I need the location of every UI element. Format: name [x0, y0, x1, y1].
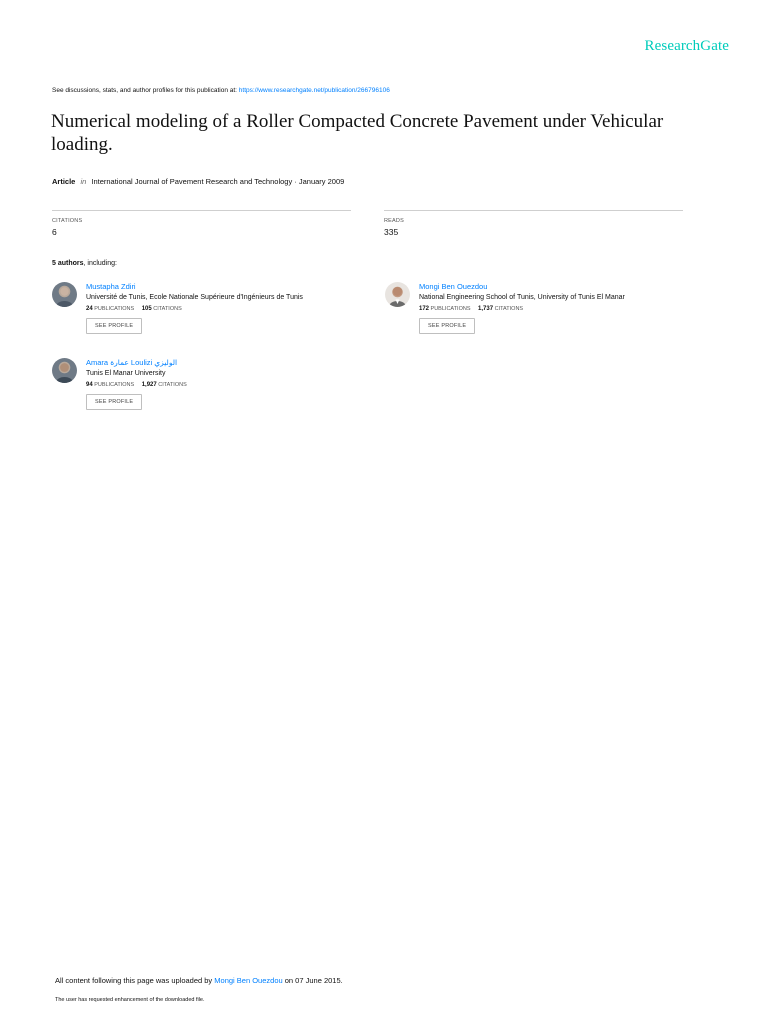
author-publications-count: 24	[86, 306, 93, 312]
author-stats	[419, 306, 709, 312]
person-icon	[52, 282, 77, 307]
author-publications-label: PUBLICATIONS	[430, 306, 471, 312]
reads-stat	[384, 210, 683, 237]
see-profile-button[interactable]: SEE PROFILE	[86, 318, 142, 334]
discussion-line	[52, 87, 390, 94]
author-avatar[interactable]	[385, 282, 410, 307]
authors-heading	[52, 260, 117, 267]
citations-label: CITATIONS	[52, 218, 83, 224]
publication-venue: International Journal of Pavement Research and Technology · January 2009	[91, 177, 345, 186]
author-stats	[86, 306, 376, 312]
author-avatar[interactable]	[52, 358, 77, 383]
authors-count: 5 authors	[52, 260, 84, 267]
upload-notice	[55, 976, 343, 985]
author-details	[419, 282, 709, 334]
citations-value: 6	[52, 227, 57, 237]
person-icon	[385, 282, 410, 307]
enhancement-note: The user has requested enhancement of the downloaded file.	[55, 997, 205, 1003]
author-avatar[interactable]	[52, 282, 77, 307]
upload-suffix: on 07 June 2015.	[282, 976, 343, 985]
author-institution: Université de Tunis, Ecole Nationale Supérieure d'Ingénieurs de Tunis	[86, 294, 303, 301]
reads-label: READS	[384, 218, 404, 224]
discussion-text: See discussions, stats, and author profiles for this publication at:	[52, 87, 239, 94]
author-citations-count: 105	[141, 306, 152, 312]
author-citations-label: CITATIONS	[494, 306, 524, 312]
author-citations-count: 1,927	[141, 382, 157, 388]
publication-title: Numerical modeling of a Roller Compacted Concrete Pavement under Vehicular loading.	[51, 111, 664, 155]
in-label: in	[80, 177, 87, 186]
author-name[interactable]: Mongi Ben Ouezdou	[419, 282, 488, 291]
author-citations-label: CITATIONS	[158, 382, 187, 388]
researchgate-logo[interactable]: ResearchGate	[644, 38, 729, 54]
author-publications-label: PUBLICATIONS	[94, 306, 135, 312]
see-profile-button[interactable]: SEE PROFILE	[419, 318, 475, 334]
author-name[interactable]: Amara عمارة Loulizi الوليزي	[86, 358, 178, 367]
reads-value: 335	[384, 227, 399, 237]
author-citations-label: CITATIONS	[153, 306, 182, 312]
author-publications-label: PUBLICATIONS	[94, 382, 135, 388]
author-stats	[86, 382, 376, 388]
authors-suffix: , including:	[83, 260, 117, 267]
publication-link[interactable]: https://www.researchgate.net/publication/266796106	[238, 87, 390, 94]
upload-prefix: All content following this page was uploaded by	[55, 976, 215, 985]
person-icon	[52, 358, 77, 383]
publication-meta	[52, 177, 344, 186]
author-publications-count: 94	[86, 382, 93, 388]
uploader-link[interactable]: Mongi Ben Ouezdou	[214, 976, 283, 985]
author-name[interactable]: Mustapha Zdiri	[86, 282, 136, 291]
see-profile-button[interactable]: SEE PROFILE	[86, 394, 142, 410]
author-details	[86, 358, 376, 410]
author-details	[86, 282, 376, 334]
author-institution: National Engineering School of Tunis, University of Tunis El Manar	[419, 294, 625, 301]
publication-type: Article	[52, 177, 76, 186]
author-publications-count: 172	[419, 306, 430, 312]
author-institution: Tunis El Manar University	[86, 370, 166, 377]
author-citations-count: 1,737	[478, 306, 494, 312]
citations-stat	[52, 210, 351, 237]
